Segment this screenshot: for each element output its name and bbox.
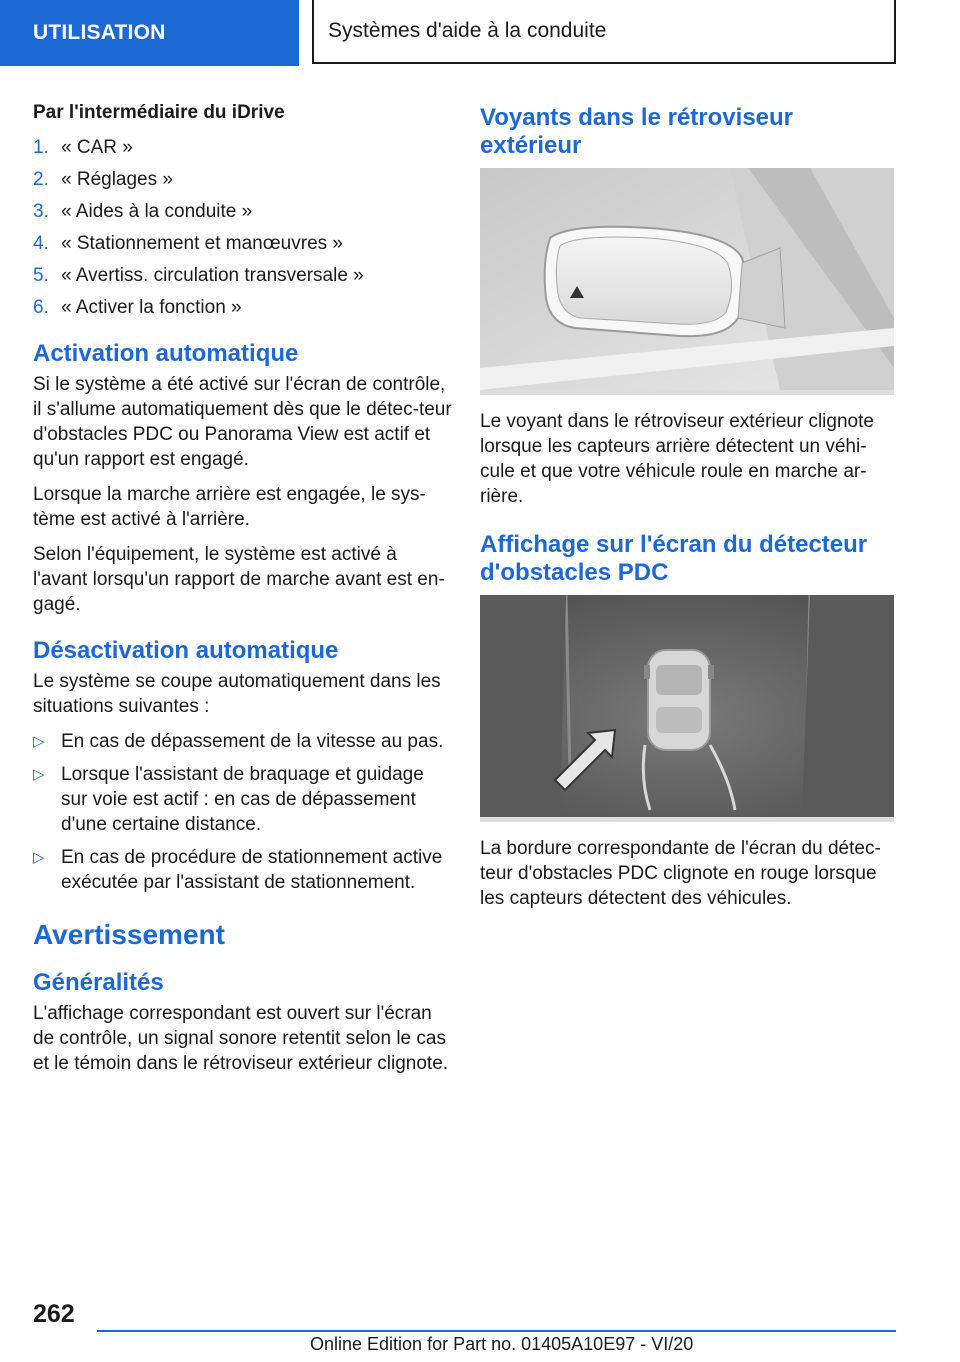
list-item [33,228,453,260]
pdc-figure [480,595,894,822]
list-item [33,132,453,164]
step-text: « Réglages » [61,169,173,190]
triangle-bullet-icon: ▷ [33,733,45,750]
pdc-display-heading: Affichage sur l'écran du détecteur d'obstacles PDC [480,531,868,586]
step-text: « Activer la fonction » [61,297,242,318]
auto-activation-heading: Activation automatique [33,340,299,367]
step-text: « Aides à la conduite » [61,201,253,222]
step-number: 4. [33,233,49,254]
auto-deactivation-heading: Désactivation automatique [33,637,339,664]
mirror-indicator-heading: Voyants dans le rétroviseur extérieur [480,104,794,159]
paragraph: Selon l'équipement, le système est activé à l'avant lorsqu'un rapport de marche avant est en-gagé. [33,544,445,615]
step-number: 6. [33,297,49,318]
page-number: 262 [33,1300,75,1328]
step-text: « Stationnement et manœuvres » [61,233,343,254]
edition-text: Online Edition for Part no. 01405A10E97 - VI/20 [310,1334,694,1354]
step-number: 3. [33,201,49,222]
triangle-bullet-icon: ▷ [33,766,45,783]
list-item [33,729,453,754]
paragraph: La bordure correspondante de l'écran du détec-teur d'obstacles PDC clignote en rouge lorsque les capteurs détectent des véhicules. [480,838,881,909]
page-header [0,0,960,66]
step-number: 1. [33,137,49,158]
triangle-bullet-icon: ▷ [33,849,45,866]
paragraph: Le système se coupe automatiquement dans les situations suivantes : [33,671,441,717]
paragraph: L'affichage correspondant est ouvert sur l'écran de contrôle, un signal sonore retentit selon le cas et le témoin dans le rétroviseur extérieur clignote. [33,1003,449,1074]
paragraph: Si le système a été activé sur l'écran de contrôle, il s'allume automatiquement dès que le détec-teur d'obstacles PDC ou Panorama View est actif et qu'un rapport est engagé. [33,374,452,470]
step-text: « CAR » [61,137,133,158]
side-mirror-illustration [480,168,894,390]
step-number: 2. [33,169,49,190]
paragraph: Lorsque la marche arrière est engagée, le sys-tème est activé à l'arrière. [33,484,426,530]
step-number: 5. [33,265,49,286]
warning-heading: Avertissement [33,919,225,950]
section-tab: UTILISATION [0,0,299,66]
mirror-figure [480,168,894,395]
list-item [33,260,453,292]
deactivation-list [33,729,453,895]
general-heading: Généralités [33,969,164,996]
bullet-text: En cas de dépassement de la vitesse au pas. [61,731,444,752]
pdc-display-illustration [480,595,894,817]
footer-divider [97,1330,896,1332]
list-item [33,762,453,837]
list-item [33,292,453,324]
chapter-title: Systèmes d'aide à la conduite [312,0,896,64]
paragraph: Le voyant dans le rétroviseur extérieur clignote lorsque les capteurs arrière détectent un véhi-cule et que votre véhicule roule en marche ar-rière. [480,411,874,507]
bullet-text: En cas de procédure de stationnement active exécutée par l'assistant de stationnement. [61,847,443,893]
bullet-text: Lorsque l'assistant de braquage et guidage sur voie est actif : en cas de dépassement d'une certaine distance. [61,764,424,835]
list-item [33,845,453,895]
list-item [33,164,453,196]
right-column [480,100,898,921]
list-item [33,196,453,228]
step-text: « Avertiss. circulation transversale » [61,265,364,286]
left-column [33,100,453,1086]
idrive-heading: Par l'intermédiaire du iDrive [33,102,285,123]
idrive-steps [33,132,453,324]
